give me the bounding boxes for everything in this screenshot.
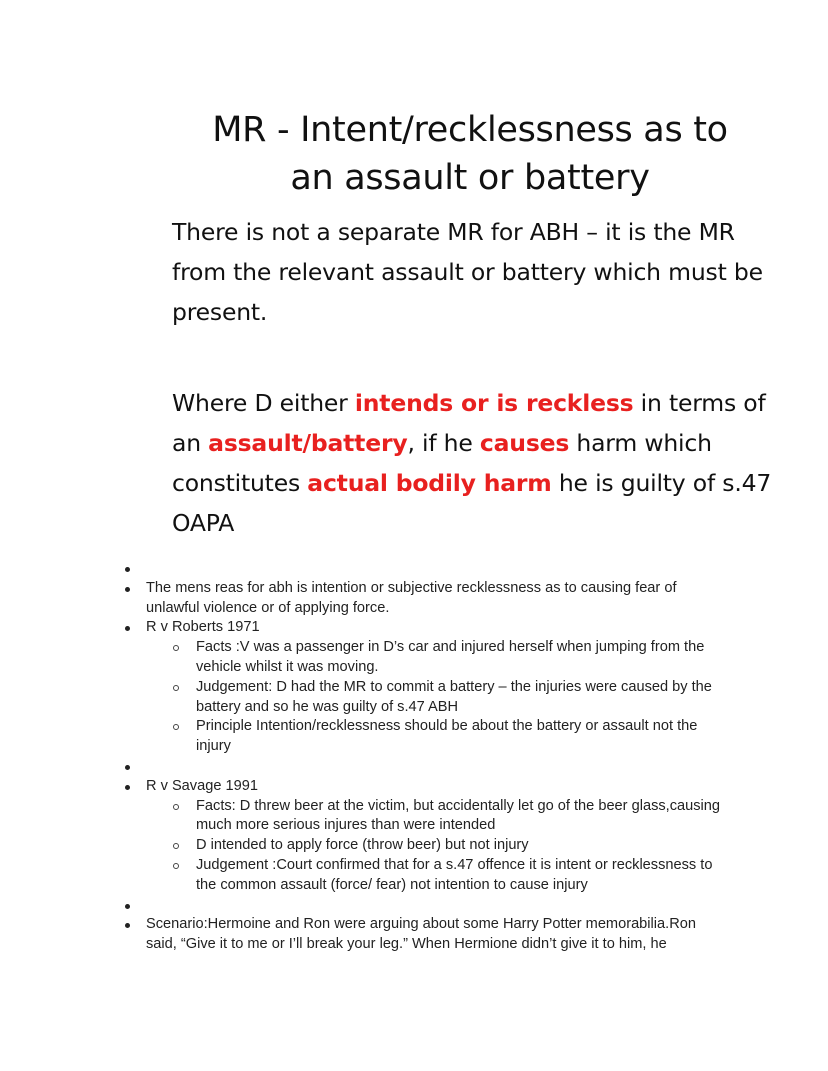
slide-title xyxy=(150,106,790,202)
list-item: Scenario:Hermoine and Ron were arguing about some Harry Potter memorabilia.Ron said, “Give it to me or I’ll break your leg.” When Hermione didn’t give it to him, he xyxy=(0,915,706,955)
title-line-2: an assault or battery xyxy=(290,158,650,198)
highlight-abh: actual bodily harm xyxy=(307,469,552,497)
sub-list-item: Principle Intention/recklessness should be about the battery or assault not the injury xyxy=(0,717,726,757)
list-item: R v Roberts 1971 xyxy=(0,618,706,638)
text: he is guilty of s.47 OAPA xyxy=(172,469,772,537)
highlight-intends: intends or is reckless xyxy=(354,389,634,417)
sub-list-item: Judgement: D had the MR to commit a battery – the injuries were caused by the battery and so he was guilty of s.47 ABH xyxy=(0,678,726,718)
sub-list-item: Facts :V was a passenger in D’s car and injured herself when jumping from the vehicle whilst it was moving. xyxy=(0,638,726,678)
title-line-1: MR - Intent/recklessness as to xyxy=(212,110,728,150)
list-item: The mens reas for abh is intention or subjective recklessness as to causing fear of unlawful violence or of applying force. xyxy=(0,579,706,619)
sub-list-item: Facts: D threw beer at the victim, but accidentally let go of the beer glass,causing much more serious injures than were intended xyxy=(0,797,726,837)
text: , if he xyxy=(407,429,480,457)
list-item-empty xyxy=(0,757,706,777)
highlight-assault-battery: assault/battery xyxy=(208,429,408,457)
rule-paragraph xyxy=(172,383,772,543)
text: harm which constitutes xyxy=(172,429,712,497)
notes-list xyxy=(0,559,828,955)
list-item-empty xyxy=(0,896,706,916)
text: in terms of an xyxy=(172,389,766,457)
list-item: R v Savage 1991 xyxy=(0,777,706,797)
sub-list-item: D intended to apply force (throw beer) but not injury xyxy=(0,836,726,856)
intro-paragraph: There is not a separate MR for ABH – it is the MR from the relevant assault or battery which must be present. xyxy=(172,218,763,326)
sub-list-item: Judgement :Court confirmed that for a s.47 offence it is intent or recklessness to the common assault (force/ fear) not intention to cause injury xyxy=(0,856,726,896)
list-item-empty xyxy=(0,559,706,579)
text: Where D either xyxy=(172,389,355,417)
highlight-causes: causes xyxy=(479,429,570,457)
